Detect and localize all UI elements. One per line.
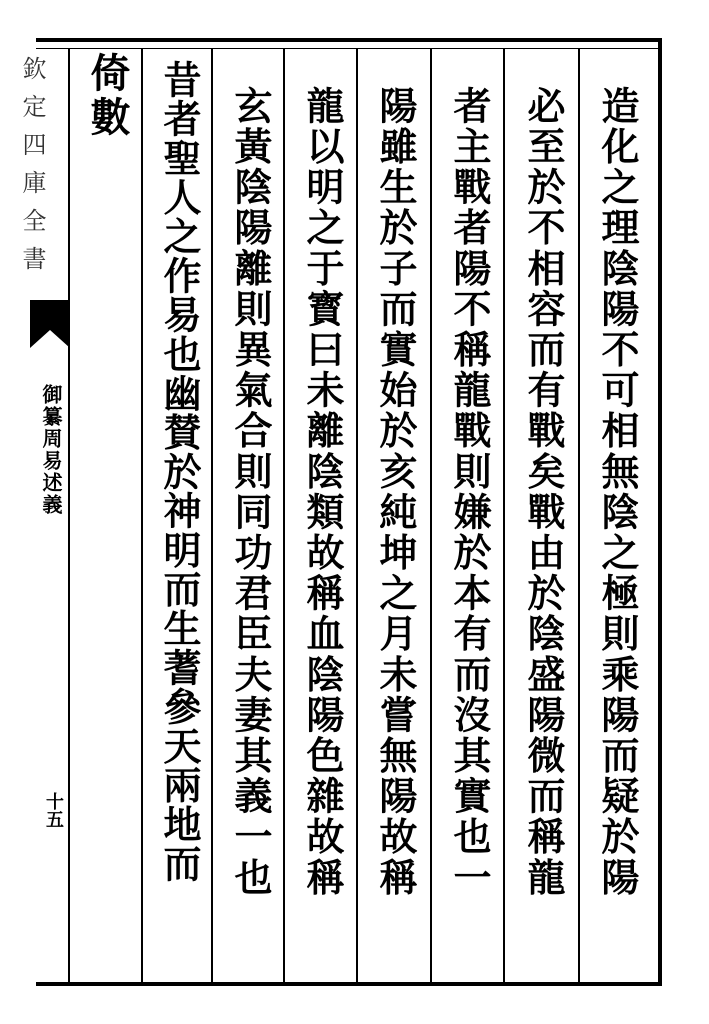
text-column-8: 倚數 bbox=[84, 52, 131, 140]
column-rule bbox=[356, 48, 358, 982]
frame-inner-top-rule bbox=[36, 48, 662, 49]
library-title: 欽定四庫全書 bbox=[18, 56, 46, 284]
text-column-7: 昔者聖人之作易也幽賛於神明而生蓍參天兩地而 bbox=[157, 60, 202, 884]
frame-right-border bbox=[658, 38, 662, 986]
column-rule bbox=[578, 48, 580, 982]
text-column-3: 者主戰者陽不稱龍戰則嫌於本有而沒其實也一 bbox=[447, 86, 492, 898]
column-rule bbox=[283, 48, 285, 982]
fish-tail-mark-icon bbox=[30, 300, 70, 348]
column-rule bbox=[211, 48, 213, 982]
frame-top-border bbox=[36, 38, 662, 42]
text-column-2: 必至於不相容而有戰矣戰由於陰盛陽微而稱龍 bbox=[521, 86, 566, 898]
page-number: 十五 bbox=[43, 792, 64, 828]
text-column-4: 陽雖生於子而實始於亥純坤之月未嘗無陽故稱 bbox=[373, 86, 418, 898]
column-rule bbox=[430, 48, 432, 982]
column-rule bbox=[503, 48, 505, 982]
text-column-1: 造化之理陰陽不可相無陰之極則乘陽而疑於陽 bbox=[595, 86, 640, 898]
text-column-5: 龍以明之于寳曰未離陰類故稱血陰陽色雜故稱 bbox=[300, 86, 345, 898]
book-title: 御纂周易述義 bbox=[39, 384, 63, 516]
text-column-6: 玄黃陰陽離則異氣合則同功君臣夫妻其義一也 bbox=[228, 86, 273, 898]
frame-left-rule bbox=[68, 48, 70, 982]
column-rule bbox=[141, 48, 143, 982]
frame-bottom-border bbox=[36, 982, 662, 986]
